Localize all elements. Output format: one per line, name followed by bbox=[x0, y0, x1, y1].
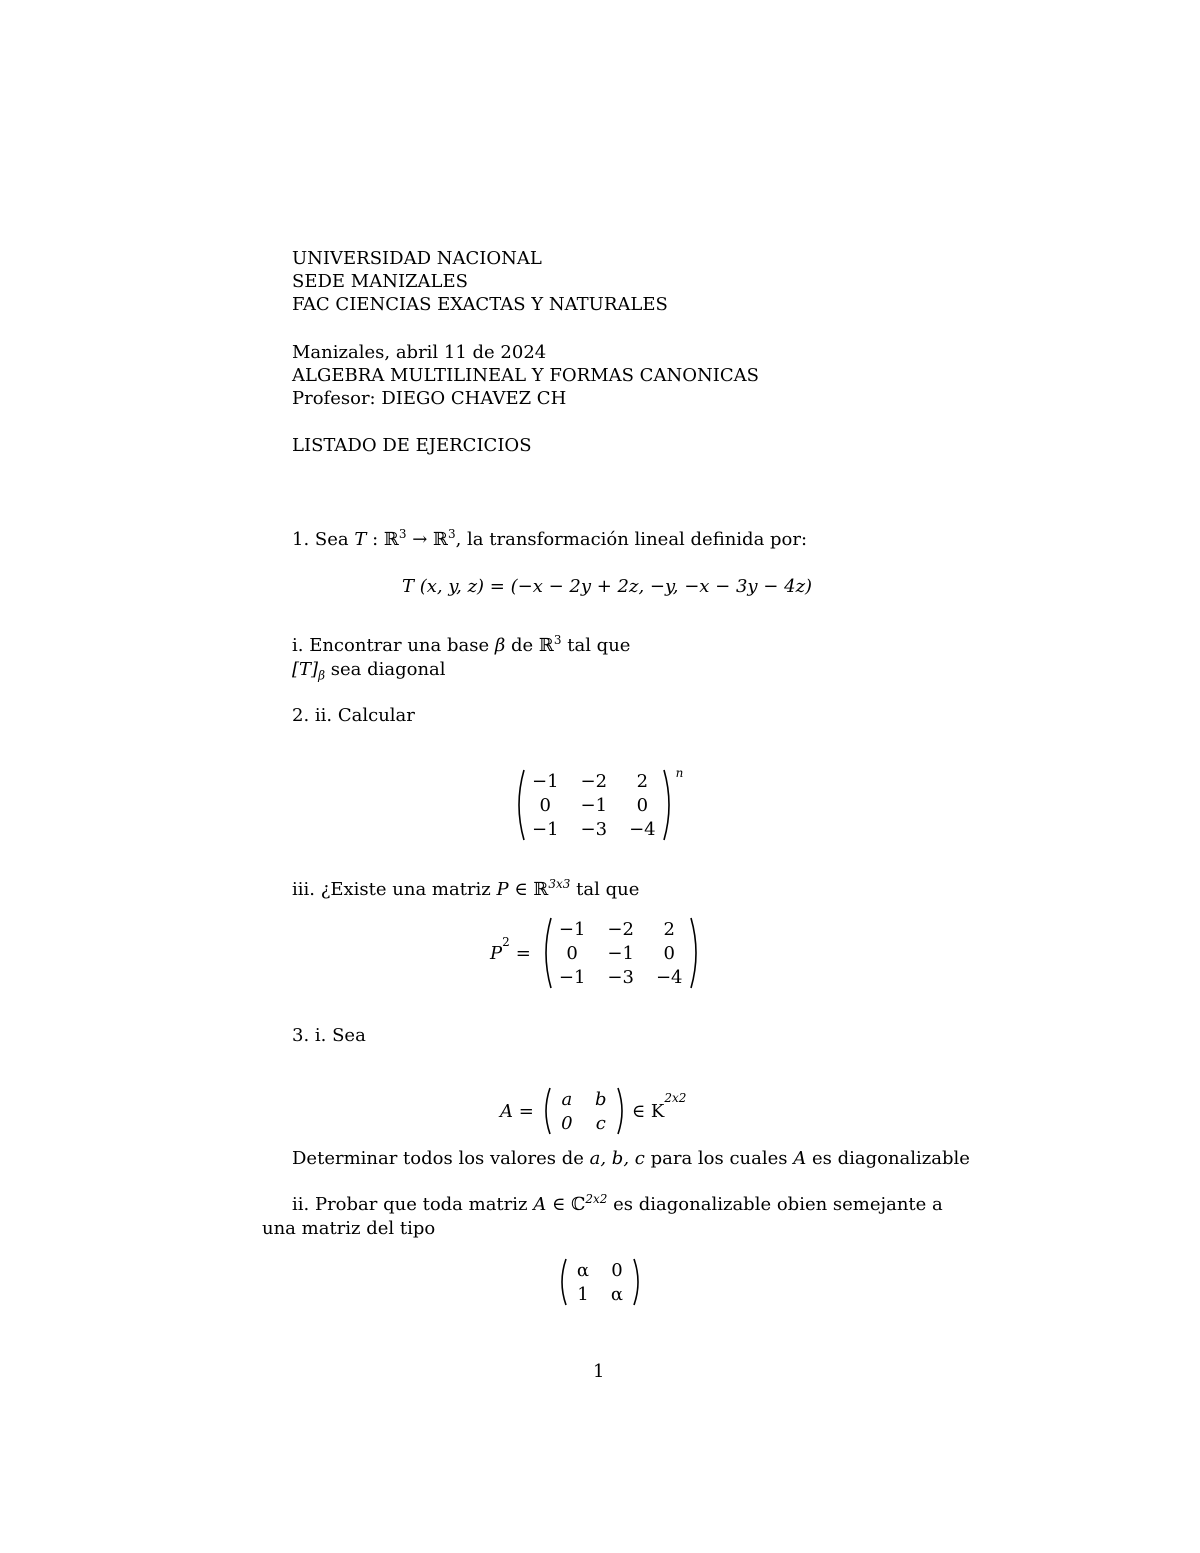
exercise-1-number: 1. Sea bbox=[292, 529, 349, 550]
symbol-A: A bbox=[533, 1194, 547, 1215]
matrix-cell: 0 bbox=[561, 1112, 573, 1134]
part-i-text: i. Encontrar una base bbox=[292, 635, 490, 656]
matrix-cell: 0 bbox=[539, 794, 551, 816]
part-iii-text: iii. ¿Existe una matriz bbox=[292, 879, 491, 900]
matrix-cell: −2 bbox=[607, 918, 634, 940]
exercise-3-part-ii bbox=[292, 1192, 943, 1215]
matrix-A-definition: A = a b 0 c ∈ K 2x2 bbox=[500, 1086, 686, 1136]
right-paren-icon bbox=[632, 1257, 644, 1307]
exponent: 3 bbox=[553, 633, 562, 647]
membership: ∈ K bbox=[631, 1100, 665, 1122]
matrix-A-lhs: A = bbox=[500, 1100, 534, 1122]
matrix-cell: α bbox=[610, 1283, 624, 1305]
symbol-beta: β bbox=[494, 635, 506, 656]
exercise-iii-statement bbox=[292, 877, 640, 900]
part-iii-text: ∈ ℝ bbox=[514, 879, 549, 900]
equals-sign: = bbox=[515, 942, 531, 964]
variables-abc: a, b, c bbox=[589, 1148, 645, 1169]
matrix-cell: −1 bbox=[580, 794, 608, 816]
part-ii-text: ∈ ℂ bbox=[551, 1194, 586, 1215]
matrix-cell: b bbox=[595, 1088, 607, 1110]
matrix-power bbox=[512, 768, 683, 842]
matrix-cell: α bbox=[576, 1259, 590, 1281]
exponent: 3x3 bbox=[548, 877, 571, 891]
right-paren-icon bbox=[662, 768, 676, 842]
exercise-3-determine bbox=[292, 1150, 970, 1168]
matrix-cell: 0 bbox=[636, 794, 649, 816]
right-paren-icon bbox=[616, 1086, 628, 1136]
symbol-P: P bbox=[496, 879, 509, 900]
matrix-representation: [T] bbox=[292, 659, 319, 680]
header-course: ALGEBRA MULTILINEAL Y FORMAS CANONICAS bbox=[292, 365, 759, 386]
header-university: UNIVERSIDAD NACIONAL bbox=[292, 248, 542, 269]
exercise-1-statement bbox=[292, 527, 808, 550]
matrix-cell: 2 bbox=[636, 770, 649, 792]
exercise-2-label: 2. ii. Calcular bbox=[292, 705, 415, 726]
exercise-3-label: 3. i. Sea bbox=[292, 1025, 366, 1046]
matrix-cell: −3 bbox=[580, 818, 608, 840]
right-paren-icon bbox=[689, 916, 703, 990]
matrix-cell: −4 bbox=[629, 818, 656, 840]
exercise-1-part-i bbox=[292, 633, 631, 656]
codomain-R: → ℝ bbox=[406, 529, 448, 550]
matrix-cell: −3 bbox=[607, 966, 634, 988]
page-number: 1 bbox=[593, 1361, 605, 1382]
matrix-cell: 1 bbox=[577, 1283, 589, 1305]
header-campus: SEDE MANIZALES bbox=[292, 271, 468, 292]
matrix-cell: 2 bbox=[663, 918, 675, 940]
matrix-cell: −1 bbox=[532, 770, 559, 792]
exponent: 3 bbox=[398, 527, 407, 541]
part-i-text: de ℝ bbox=[511, 635, 554, 656]
domain-R: : ℝ bbox=[366, 529, 399, 550]
exponent: 2x2 bbox=[585, 1192, 608, 1206]
matrix-cell: 0 bbox=[663, 942, 675, 964]
exponent: 3 bbox=[447, 527, 456, 541]
matrix-cell: −1 bbox=[558, 918, 586, 940]
part-i-text: sea diagonal bbox=[330, 659, 446, 680]
exercise-3-part-ii-cont: una matriz del tipo bbox=[262, 1218, 436, 1239]
matrix-equation-P2: P 2 = −1 −2 2 0 −1 0 −1 −3 −4 bbox=[490, 916, 703, 990]
matrix-cell: −1 bbox=[532, 818, 559, 840]
header-professor: Profesor: DIEGO CHAVEZ CH bbox=[292, 388, 567, 409]
matrix-exponent: n bbox=[675, 766, 684, 780]
exercise-1-text: , la transformación lineal definida por: bbox=[455, 529, 808, 550]
part-iii-text: tal que bbox=[576, 879, 640, 900]
part-ii-text: es diagonalizable obien semejante a bbox=[613, 1194, 943, 1215]
determine-text: es diagonalizable bbox=[811, 1148, 970, 1169]
matrix-jordan bbox=[556, 1257, 644, 1307]
matrix-cell: −1 bbox=[607, 942, 634, 964]
left-paren-icon bbox=[540, 1086, 552, 1136]
part-ii-text: ii. Probar que toda matriz bbox=[292, 1194, 528, 1215]
symbol-P: P bbox=[490, 942, 503, 964]
matrix-cell: a bbox=[561, 1088, 573, 1110]
matrix-cell: −2 bbox=[580, 770, 608, 792]
matrix-cell: −4 bbox=[655, 966, 683, 988]
matrix-cell: 0 bbox=[611, 1259, 623, 1281]
matrix-grid bbox=[553, 920, 689, 987]
left-paren-icon bbox=[556, 1257, 568, 1307]
matrix-grid bbox=[526, 772, 662, 839]
matrix-grid bbox=[552, 1090, 616, 1133]
matrix-cell: c bbox=[595, 1112, 606, 1134]
symbol-T: T bbox=[354, 529, 367, 550]
header-faculty: FAC CIENCIAS EXACTAS Y NATURALES bbox=[292, 294, 668, 315]
determine-text: para los cuales bbox=[650, 1148, 788, 1169]
list-title: LISTADO DE EJERCICIOS bbox=[292, 435, 532, 456]
determine-text: Determinar todos los valores de bbox=[292, 1148, 584, 1169]
header-date: Manizales, abril 11 de 2024 bbox=[292, 342, 547, 363]
symbol-A: A bbox=[793, 1148, 807, 1169]
left-paren-icon bbox=[512, 768, 526, 842]
matrix-grid bbox=[568, 1261, 632, 1304]
exercise-1-part-i-diag bbox=[292, 659, 446, 683]
transformation-equation: T (x, y, z) = (−x − 2y + 2z, −y, −x − 3y − 4z) bbox=[402, 576, 813, 597]
matrix-cell: 0 bbox=[566, 942, 578, 964]
subscript-beta: β bbox=[318, 668, 325, 683]
matrix-cell: −1 bbox=[558, 966, 586, 988]
left-paren-icon bbox=[539, 916, 553, 990]
part-i-text: tal que bbox=[567, 635, 631, 656]
